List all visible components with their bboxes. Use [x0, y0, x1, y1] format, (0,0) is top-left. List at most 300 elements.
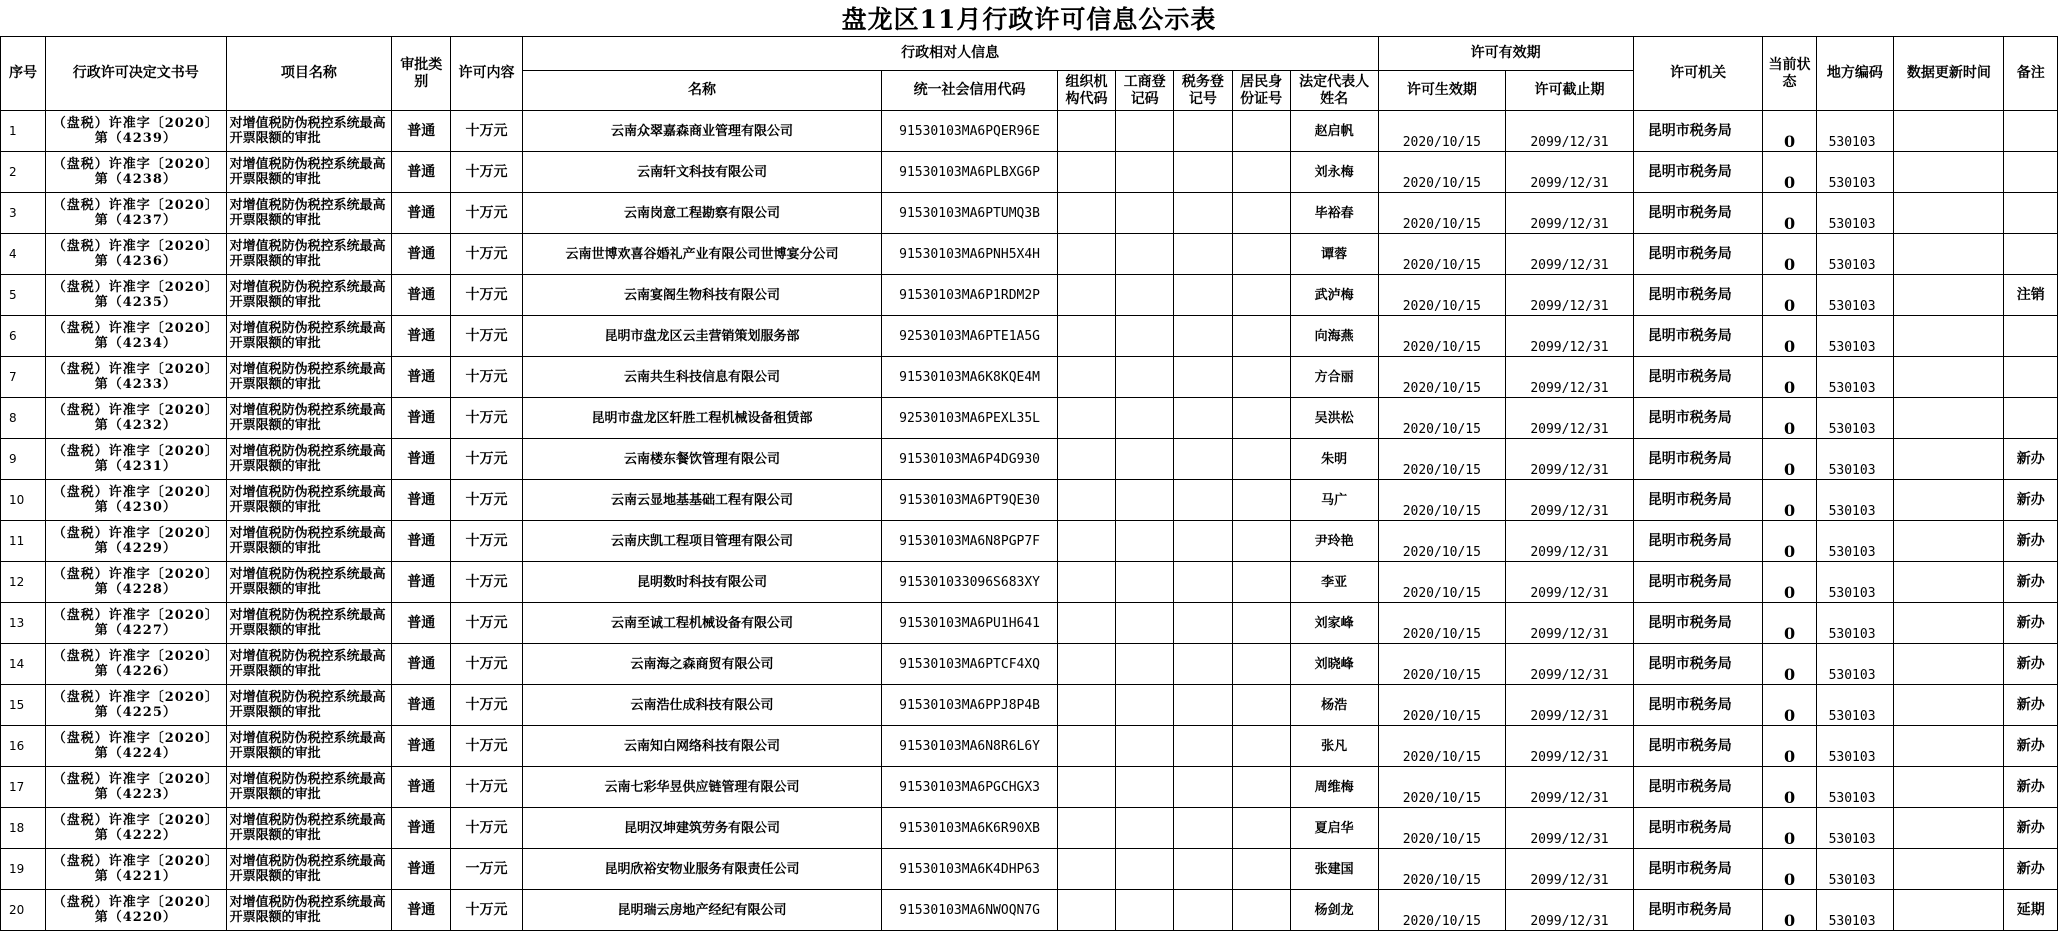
cell-valid-from: 2020/10/15: [1378, 316, 1506, 357]
cell-authority: 昆明市税务局: [1633, 685, 1763, 726]
cell-project: 对增值税防伪税控系统最高开票限额的审批: [226, 480, 391, 521]
cell-authority: 昆明市税务局: [1633, 726, 1763, 767]
cell-region: 530103: [1816, 890, 1894, 931]
cell-tax-reg: [1174, 234, 1232, 275]
cell-credit-code: 915301033096S683XY: [882, 562, 1058, 603]
cell-status: 0: [1763, 562, 1816, 603]
cell-org-code: [1057, 603, 1115, 644]
cell-credit-code: 91530103MA6PQER96E: [882, 111, 1058, 152]
cell-valid-from: 2020/10/15: [1378, 890, 1506, 931]
cell-id-no: [1232, 398, 1290, 439]
cell-region: 530103: [1816, 439, 1894, 480]
cell-tax-reg: [1174, 357, 1232, 398]
cell-org-code: [1057, 234, 1115, 275]
cell-seq: 3: [1, 193, 46, 234]
cell-remark: 新办: [2004, 726, 2058, 767]
cell-legal-rep: 朱明: [1290, 439, 1378, 480]
cell-tax-reg: [1174, 152, 1232, 193]
cell-name: 昆明市盘龙区轩胜工程机械设备租赁部: [522, 398, 881, 439]
cell-updated: [1894, 480, 2004, 521]
cell-credit-code: 91530103MA6P1RDM2P: [882, 275, 1058, 316]
cell-valid-to: 2099/12/31: [1506, 603, 1634, 644]
cell-org-code: [1057, 685, 1115, 726]
table-row: [1, 890, 2058, 931]
cell-content: 十万元: [451, 808, 522, 849]
cell-region: 530103: [1816, 480, 1894, 521]
cell-remark: 延期: [2004, 890, 2058, 931]
cell-legal-rep: 刘家峰: [1290, 603, 1378, 644]
cell-valid-from: 2020/10/15: [1378, 275, 1506, 316]
cell-authority: 昆明市税务局: [1633, 808, 1763, 849]
cell-updated: [1894, 152, 2004, 193]
cell-valid-to: 2099/12/31: [1506, 644, 1634, 685]
cell-org-code: [1057, 480, 1115, 521]
cell-biz-reg: [1116, 480, 1174, 521]
cell-region: 530103: [1816, 644, 1894, 685]
cell-updated: [1894, 111, 2004, 152]
cell-tax-reg: [1174, 439, 1232, 480]
cell-tax-reg: [1174, 521, 1232, 562]
cell-legal-rep: 向海燕: [1290, 316, 1378, 357]
cell-authority: 昆明市税务局: [1633, 562, 1763, 603]
cell-remark: 新办: [2004, 808, 2058, 849]
cell-tax-reg: [1174, 275, 1232, 316]
table-row: [1, 480, 2058, 521]
cell-legal-rep: 毕裕春: [1290, 193, 1378, 234]
cell-credit-code: 91530103MA6PTUMQ3B: [882, 193, 1058, 234]
cell-org-code: [1057, 439, 1115, 480]
cell-updated: [1894, 521, 2004, 562]
cell-category: 普通: [392, 603, 451, 644]
table-row: [1, 849, 2058, 890]
cell-legal-rep: 赵启帆: [1290, 111, 1378, 152]
cell-project: 对增值税防伪税控系统最高开票限额的审批: [226, 275, 391, 316]
cell-authority: 昆明市税务局: [1633, 234, 1763, 275]
cell-status: 0: [1763, 890, 1816, 931]
cell-tax-reg: [1174, 316, 1232, 357]
cell-updated: [1894, 644, 2004, 685]
cell-id-no: [1232, 685, 1290, 726]
cell-authority: 昆明市税务局: [1633, 767, 1763, 808]
cell-project: 对增值税防伪税控系统最高开票限额的审批: [226, 603, 391, 644]
cell-updated: [1894, 890, 2004, 931]
cell-seq: 19: [1, 849, 46, 890]
cell-content: 十万元: [451, 398, 522, 439]
table-row: [1, 603, 2058, 644]
header-project: 项目名称: [226, 37, 391, 111]
cell-legal-rep: 张建国: [1290, 849, 1378, 890]
table-row: [1, 234, 2058, 275]
cell-authority: 昆明市税务局: [1633, 439, 1763, 480]
cell-content: 十万元: [451, 357, 522, 398]
cell-status: 0: [1763, 521, 1816, 562]
cell-category: 普通: [392, 439, 451, 480]
cell-valid-to: 2099/12/31: [1506, 316, 1634, 357]
cell-tax-reg: [1174, 685, 1232, 726]
cell-valid-from: 2020/10/15: [1378, 726, 1506, 767]
cell-seq: 7: [1, 357, 46, 398]
cell-status: 0: [1763, 398, 1816, 439]
cell-legal-rep: 刘永梅: [1290, 152, 1378, 193]
cell-authority: 昆明市税务局: [1633, 603, 1763, 644]
cell-credit-code: 91530103MA6PLBXG6P: [882, 152, 1058, 193]
cell-updated: [1894, 316, 2004, 357]
cell-id-no: [1232, 521, 1290, 562]
table-row: [1, 275, 2058, 316]
table-row: [1, 111, 2058, 152]
cell-valid-to: 2099/12/31: [1506, 685, 1634, 726]
cell-legal-rep: 夏启华: [1290, 808, 1378, 849]
cell-region: 530103: [1816, 521, 1894, 562]
page-title: 盘龙区11月行政许可信息公示表: [1, 0, 2058, 37]
cell-name: 云南楼东餐饮管理有限公司: [522, 439, 881, 480]
cell-updated: [1894, 439, 2004, 480]
cell-biz-reg: [1116, 275, 1174, 316]
cell-tax-reg: [1174, 193, 1232, 234]
cell-id-no: [1232, 767, 1290, 808]
cell-valid-from: 2020/10/15: [1378, 398, 1506, 439]
table-row: [1, 562, 2058, 603]
cell-valid-from: 2020/10/15: [1378, 685, 1506, 726]
cell-biz-reg: [1116, 808, 1174, 849]
header-biz-reg: 工商登记码: [1116, 71, 1174, 111]
cell-status: 0: [1763, 849, 1816, 890]
cell-doc-no: （盘税）许准字〔2020〕第（4233）: [45, 357, 226, 398]
cell-biz-reg: [1116, 890, 1174, 931]
cell-status: 0: [1763, 808, 1816, 849]
cell-category: 普通: [392, 767, 451, 808]
cell-valid-to: 2099/12/31: [1506, 562, 1634, 603]
cell-doc-no: （盘税）许准字〔2020〕第（4225）: [45, 685, 226, 726]
cell-valid-from: 2020/10/15: [1378, 644, 1506, 685]
cell-name: 昆明市盘龙区云圭营销策划服务部: [522, 316, 881, 357]
cell-project: 对增值税防伪税控系统最高开票限额的审批: [226, 521, 391, 562]
cell-category: 普通: [392, 234, 451, 275]
cell-tax-reg: [1174, 726, 1232, 767]
cell-doc-no: （盘税）许准字〔2020〕第（4228）: [45, 562, 226, 603]
cell-content: 十万元: [451, 480, 522, 521]
cell-updated: [1894, 234, 2004, 275]
cell-content: 十万元: [451, 234, 522, 275]
cell-biz-reg: [1116, 111, 1174, 152]
cell-region: 530103: [1816, 562, 1894, 603]
header-credit-code: 统一社会信用代码: [882, 71, 1058, 111]
header-name: 名称: [522, 71, 881, 111]
cell-valid-from: 2020/10/15: [1378, 562, 1506, 603]
cell-org-code: [1057, 849, 1115, 890]
cell-name: 云南知白网络科技有限公司: [522, 726, 881, 767]
cell-credit-code: 91530103MA6PGCHGX3: [882, 767, 1058, 808]
table-row: [1, 767, 2058, 808]
cell-credit-code: 91530103MA6K6R90XB: [882, 808, 1058, 849]
cell-project: 对增值税防伪税控系统最高开票限额的审批: [226, 234, 391, 275]
cell-doc-no: （盘税）许准字〔2020〕第（4236）: [45, 234, 226, 275]
cell-credit-code: 91530103MA6N8R6L6Y: [882, 726, 1058, 767]
cell-category: 普通: [392, 152, 451, 193]
cell-remark: 新办: [2004, 767, 2058, 808]
cell-category: 普通: [392, 398, 451, 439]
cell-authority: 昆明市税务局: [1633, 152, 1763, 193]
cell-valid-to: 2099/12/31: [1506, 767, 1634, 808]
cell-name: 云南岗意工程勘察有限公司: [522, 193, 881, 234]
cell-name: 云南宴阁生物科技有限公司: [522, 275, 881, 316]
cell-category: 普通: [392, 193, 451, 234]
cell-seq: 14: [1, 644, 46, 685]
cell-id-no: [1232, 890, 1290, 931]
cell-valid-from: 2020/10/15: [1378, 111, 1506, 152]
cell-doc-no: （盘税）许准字〔2020〕第（4230）: [45, 480, 226, 521]
cell-updated: [1894, 562, 2004, 603]
header-content: 许可内容: [451, 37, 522, 111]
cell-project: 对增值税防伪税控系统最高开票限额的审批: [226, 767, 391, 808]
table-row: [1, 398, 2058, 439]
cell-biz-reg: [1116, 357, 1174, 398]
header-updated: 数据更新时间: [1894, 37, 2004, 111]
cell-authority: 昆明市税务局: [1633, 521, 1763, 562]
cell-tax-reg: [1174, 808, 1232, 849]
cell-biz-reg: [1116, 644, 1174, 685]
cell-name: 云南海之森商贸有限公司: [522, 644, 881, 685]
cell-seq: 15: [1, 685, 46, 726]
cell-category: 普通: [392, 685, 451, 726]
cell-org-code: [1057, 644, 1115, 685]
cell-doc-no: （盘税）许准字〔2020〕第（4234）: [45, 316, 226, 357]
cell-project: 对增值税防伪税控系统最高开票限额的审批: [226, 316, 391, 357]
cell-credit-code: 91530103MA6PPJ8P4B: [882, 685, 1058, 726]
cell-status: 0: [1763, 275, 1816, 316]
cell-org-code: [1057, 357, 1115, 398]
cell-org-code: [1057, 562, 1115, 603]
cell-category: 普通: [392, 890, 451, 931]
cell-status: 0: [1763, 480, 1816, 521]
cell-id-no: [1232, 152, 1290, 193]
cell-valid-from: 2020/10/15: [1378, 480, 1506, 521]
cell-status: 0: [1763, 603, 1816, 644]
header-status: 当前状态: [1763, 37, 1816, 111]
cell-project: 对增值税防伪税控系统最高开票限额的审批: [226, 152, 391, 193]
cell-valid-from: 2020/10/15: [1378, 521, 1506, 562]
cell-category: 普通: [392, 275, 451, 316]
cell-updated: [1894, 357, 2004, 398]
cell-name: 云南至诚工程机械设备有限公司: [522, 603, 881, 644]
cell-biz-reg: [1116, 398, 1174, 439]
cell-authority: 昆明市税务局: [1633, 890, 1763, 931]
cell-seq: 20: [1, 890, 46, 931]
cell-valid-to: 2099/12/31: [1506, 890, 1634, 931]
cell-legal-rep: 武泸梅: [1290, 275, 1378, 316]
header-doc-no: 行政许可决定文书号: [45, 37, 226, 111]
cell-id-no: [1232, 357, 1290, 398]
cell-seq: 2: [1, 152, 46, 193]
cell-remark: 新办: [2004, 849, 2058, 890]
cell-status: 0: [1763, 685, 1816, 726]
cell-status: 0: [1763, 152, 1816, 193]
cell-updated: [1894, 767, 2004, 808]
cell-valid-from: 2020/10/15: [1378, 193, 1506, 234]
table-row: [1, 685, 2058, 726]
cell-status: 0: [1763, 726, 1816, 767]
table-body: [1, 111, 2058, 931]
cell-doc-no: （盘税）许准字〔2020〕第（4227）: [45, 603, 226, 644]
cell-region: 530103: [1816, 316, 1894, 357]
cell-name: 云南云显地基基础工程有限公司: [522, 480, 881, 521]
cell-project: 对增值税防伪税控系统最高开票限额的审批: [226, 357, 391, 398]
cell-doc-no: （盘税）许准字〔2020〕第（4231）: [45, 439, 226, 480]
cell-credit-code: 91530103MA6NWOQN7G: [882, 890, 1058, 931]
cell-authority: 昆明市税务局: [1633, 849, 1763, 890]
cell-content: 十万元: [451, 562, 522, 603]
cell-project: 对增值税防伪税控系统最高开票限额的审批: [226, 562, 391, 603]
cell-valid-to: 2099/12/31: [1506, 849, 1634, 890]
cell-region: 530103: [1816, 398, 1894, 439]
cell-content: 十万元: [451, 685, 522, 726]
cell-biz-reg: [1116, 685, 1174, 726]
cell-region: 530103: [1816, 111, 1894, 152]
cell-id-no: [1232, 562, 1290, 603]
cell-org-code: [1057, 726, 1115, 767]
cell-region: 530103: [1816, 685, 1894, 726]
cell-valid-to: 2099/12/31: [1506, 357, 1634, 398]
cell-legal-rep: 杨剑龙: [1290, 890, 1378, 931]
cell-name: 昆明数时科技有限公司: [522, 562, 881, 603]
cell-category: 普通: [392, 357, 451, 398]
cell-doc-no: （盘税）许准字〔2020〕第（4232）: [45, 398, 226, 439]
cell-name: 云南众翠嘉森商业管理有限公司: [522, 111, 881, 152]
table-row: [1, 521, 2058, 562]
cell-legal-rep: 尹玲艳: [1290, 521, 1378, 562]
cell-legal-rep: 谭蓉: [1290, 234, 1378, 275]
cell-updated: [1894, 849, 2004, 890]
cell-id-no: [1232, 316, 1290, 357]
cell-status: 0: [1763, 644, 1816, 685]
cell-valid-from: 2020/10/15: [1378, 439, 1506, 480]
cell-credit-code: 91530103MA6PTCF4XQ: [882, 644, 1058, 685]
header-remark: 备注: [2004, 37, 2058, 111]
cell-project: 对增值税防伪税控系统最高开票限额的审批: [226, 193, 391, 234]
cell-project: 对增值税防伪税控系统最高开票限额的审批: [226, 808, 391, 849]
cell-seq: 18: [1, 808, 46, 849]
cell-remark: [2004, 111, 2058, 152]
cell-doc-no: （盘税）许准字〔2020〕第（4235）: [45, 275, 226, 316]
header-tax-reg: 税务登记号: [1174, 71, 1232, 111]
cell-updated: [1894, 398, 2004, 439]
cell-updated: [1894, 275, 2004, 316]
cell-seq: 6: [1, 316, 46, 357]
cell-name: 云南世博欢喜谷婚礼产业有限公司世博宴分公司: [522, 234, 881, 275]
cell-biz-reg: [1116, 849, 1174, 890]
cell-status: 0: [1763, 111, 1816, 152]
cell-updated: [1894, 726, 2004, 767]
cell-name: 昆明瑞云房地产经纪有限公司: [522, 890, 881, 931]
cell-doc-no: （盘税）许准字〔2020〕第（4238）: [45, 152, 226, 193]
cell-biz-reg: [1116, 603, 1174, 644]
table-row: [1, 193, 2058, 234]
header-valid-to: 许可截止期: [1506, 71, 1634, 111]
cell-valid-to: 2099/12/31: [1506, 480, 1634, 521]
cell-tax-reg: [1174, 644, 1232, 685]
cell-remark: 新办: [2004, 521, 2058, 562]
cell-credit-code: 92530103MA6PEXL35L: [882, 398, 1058, 439]
cell-project: 对增值税防伪税控系统最高开票限额的审批: [226, 111, 391, 152]
cell-seq: 4: [1, 234, 46, 275]
cell-org-code: [1057, 521, 1115, 562]
cell-region: 530103: [1816, 849, 1894, 890]
table-row: [1, 808, 2058, 849]
cell-authority: 昆明市税务局: [1633, 193, 1763, 234]
cell-doc-no: （盘税）许准字〔2020〕第（4237）: [45, 193, 226, 234]
cell-doc-no: （盘税）许准字〔2020〕第（4226）: [45, 644, 226, 685]
header-seq: 序号: [1, 37, 46, 111]
cell-authority: 昆明市税务局: [1633, 275, 1763, 316]
cell-name: 云南浩仕成科技有限公司: [522, 685, 881, 726]
cell-name: 昆明汉坤建筑劳务有限公司: [522, 808, 881, 849]
cell-name: 昆明欣裕安物业服务有限责任公司: [522, 849, 881, 890]
table-row: [1, 726, 2058, 767]
cell-category: 普通: [392, 562, 451, 603]
cell-project: 对增值税防伪税控系统最高开票限额的审批: [226, 439, 391, 480]
cell-updated: [1894, 808, 2004, 849]
cell-id-no: [1232, 849, 1290, 890]
cell-project: 对增值税防伪税控系统最高开票限额的审批: [226, 398, 391, 439]
cell-project: 对增值税防伪税控系统最高开票限额的审批: [226, 726, 391, 767]
cell-seq: 13: [1, 603, 46, 644]
table-row: [1, 439, 2058, 480]
cell-tax-reg: [1174, 849, 1232, 890]
cell-project: 对增值税防伪税控系统最高开票限额的审批: [226, 890, 391, 931]
cell-remark: [2004, 152, 2058, 193]
cell-doc-no: （盘税）许准字〔2020〕第（4223）: [45, 767, 226, 808]
cell-doc-no: （盘税）许准字〔2020〕第（4220）: [45, 890, 226, 931]
cell-authority: 昆明市税务局: [1633, 480, 1763, 521]
cell-valid-to: 2099/12/31: [1506, 152, 1634, 193]
cell-remark: 新办: [2004, 685, 2058, 726]
cell-tax-reg: [1174, 890, 1232, 931]
header-category: 审批类别: [392, 37, 451, 111]
cell-valid-from: 2020/10/15: [1378, 603, 1506, 644]
cell-valid-from: 2020/10/15: [1378, 357, 1506, 398]
cell-status: 0: [1763, 439, 1816, 480]
cell-org-code: [1057, 316, 1115, 357]
cell-valid-to: 2099/12/31: [1506, 398, 1634, 439]
cell-valid-from: 2020/10/15: [1378, 234, 1506, 275]
cell-category: 普通: [392, 849, 451, 890]
cell-biz-reg: [1116, 726, 1174, 767]
cell-credit-code: 91530103MA6K4DHP63: [882, 849, 1058, 890]
cell-doc-no: （盘税）许准字〔2020〕第（4229）: [45, 521, 226, 562]
cell-doc-no: （盘税）许准字〔2020〕第（4224）: [45, 726, 226, 767]
header-region: 地方编码: [1816, 37, 1894, 111]
cell-id-no: [1232, 644, 1290, 685]
cell-valid-from: 2020/10/15: [1378, 152, 1506, 193]
cell-tax-reg: [1174, 398, 1232, 439]
cell-content: 十万元: [451, 890, 522, 931]
cell-credit-code: 91530103MA6N8PGP7F: [882, 521, 1058, 562]
cell-legal-rep: 周维梅: [1290, 767, 1378, 808]
cell-credit-code: 91530103MA6K8KQE4M: [882, 357, 1058, 398]
cell-category: 普通: [392, 726, 451, 767]
header-id-no: 居民身份证号: [1232, 71, 1290, 111]
cell-id-no: [1232, 439, 1290, 480]
cell-tax-reg: [1174, 562, 1232, 603]
table-row: [1, 152, 2058, 193]
cell-updated: [1894, 193, 2004, 234]
cell-remark: [2004, 357, 2058, 398]
cell-region: 530103: [1816, 234, 1894, 275]
cell-remark: 新办: [2004, 562, 2058, 603]
cell-id-no: [1232, 275, 1290, 316]
header-org-code: 组织机构代码: [1057, 71, 1115, 111]
cell-biz-reg: [1116, 767, 1174, 808]
